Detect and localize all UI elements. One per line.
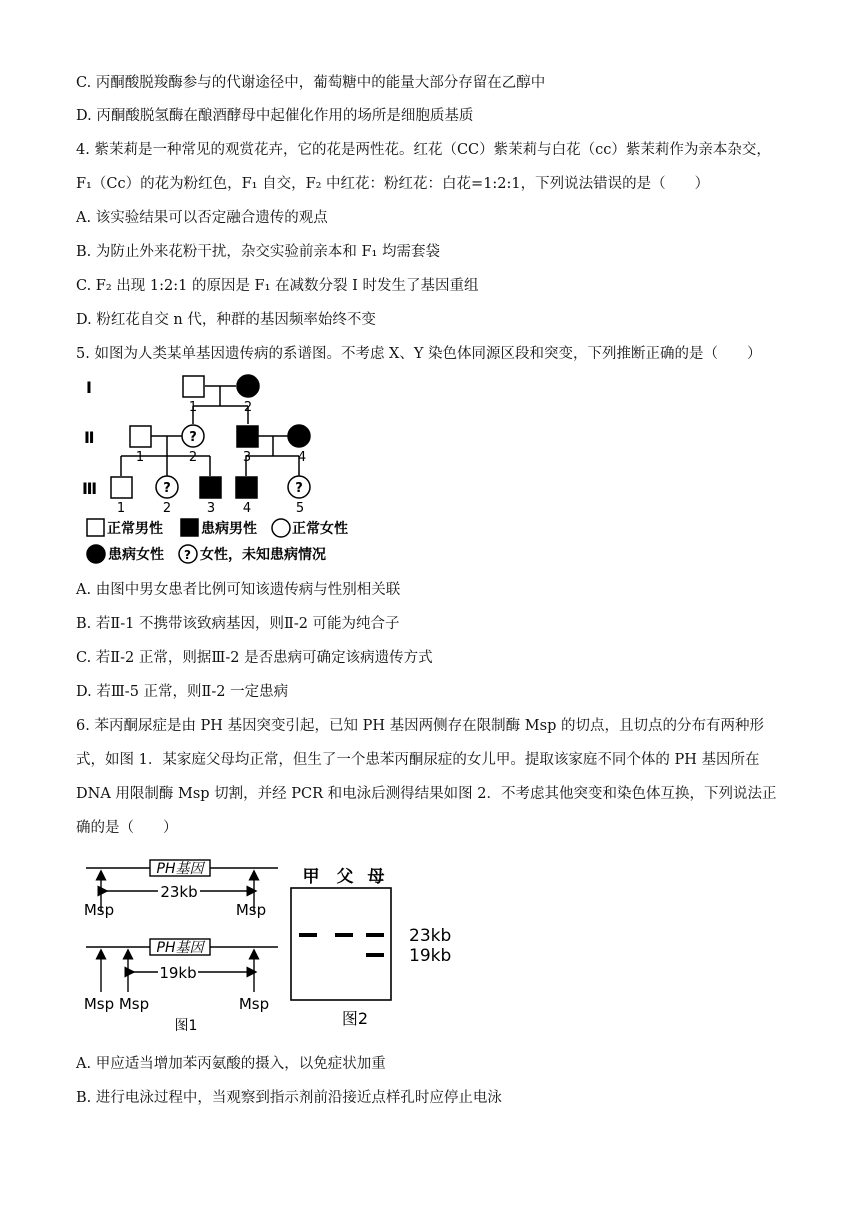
legend-affected-male-label: 患病男性 [201,521,257,537]
legend-affected-female-label: 患病女性 [108,547,164,563]
band-label-23kb: 23kb [409,926,452,946]
q5-option-d: D. 若Ⅲ-5 正常，则Ⅱ-2 一定患病 [76,684,289,700]
q4-stem-line1: 4. 紫茉莉是一种常见的观赏花卉，它的花是两性花。红花（CC）紫茉莉与白花（cc）紫茉莉作为亲本杂交， [76,142,771,158]
figure-2-electrophoresis-gel [285,858,470,1040]
individual-number: 4 [297,450,307,465]
individual-number: 1 [116,501,126,516]
pedigree-III-4-affected-male [236,477,257,498]
pedigree-III-3-affected-male [200,477,221,498]
legend-normal-male-label: 正常男性 [107,521,163,537]
generation-label-II: Ⅱ [84,428,95,447]
legend-affected-male-symbol [181,519,198,536]
legend-affected-female-symbol [87,545,105,563]
legend-unknown-question-mark: ? [184,548,191,562]
q6-stem-line2: 式，如图 1．某家庭父母均正常，但生了一个患苯丙酮尿症的女儿甲。提取该家庭不同个体的 PH 基因所在 [76,752,760,768]
individual-number: 4 [242,501,252,516]
q5-option-b: B. 若Ⅱ-1 不携带该致病基因，则Ⅱ-2 可能为纯合子 [76,616,400,632]
q5-stem: 5. 如图为人类某单基因遗传病的系谱图。不考虑 X、Y 染色体同源区段和突变，下列推断正确的是（ ） [76,346,762,362]
q4-option-b: B. 为防止外来花粉干扰，杂交实验前亲本和 F₁ 均需套袋 [76,244,440,260]
individual-number: 2 [188,450,198,465]
pedigree-I-2-affected-female [237,375,259,397]
individual-number: 3 [242,450,252,465]
band-label-19kb: 19kb [409,946,452,966]
lane-label-mother: 母 [367,867,385,887]
individual-number: 2 [162,501,172,516]
q4-option-d: D. 粉红花自交 n 代，种群的基因频率始终不变 [76,312,376,328]
question-mark-II-2: ? [189,430,197,445]
band-mother-19kb [366,953,384,957]
generation-label-III: Ⅲ [82,479,98,498]
pedigree-II-1-normal-male [130,426,151,447]
msp-site-label: Msp [118,995,150,1013]
individual-number: 1 [188,400,198,415]
pedigree-II-4-affected-female [288,425,310,447]
individual-number: 2 [243,400,253,415]
ph-gene-label-upper: PH基因 [156,861,204,877]
pedigree-chart [76,368,376,574]
individual-number: 3 [206,501,216,516]
pedigree-I-1-normal-male [183,376,204,397]
msp-site-label: Msp [83,995,115,1013]
q3-option-d: D. 丙酮酸脱氢酶在酿酒酵母中起催化作用的场所是细胞质基质 [76,108,474,124]
individual-number: 1 [135,450,145,465]
legend-normal-female-label: 正常女性 [292,521,348,537]
legend-normal-male-symbol [87,519,104,536]
q6-option-b: B. 进行电泳过程中，当观察到指示剂前沿接近点样孔时应停止电泳 [76,1090,502,1106]
individual-number: 5 [295,501,305,516]
fragment-length-19kb: 19kb [159,964,197,982]
q5-option-a: A. 由图中男女患者比例可知该遗传病与性别相关联 [76,582,401,598]
legend-unknown-female-label: 女性，未知患病情况 [200,547,326,563]
q5-option-c: C. 若Ⅱ-2 正常，则据Ⅲ-2 是否患病可确定该病遗传方式 [76,650,433,666]
q4-option-a: A. 该实验结果可以否定融合遗传的观点 [76,210,328,226]
question-mark-III-5: ? [295,481,303,496]
band-mother-23kb [366,933,384,937]
q6-stem-line1: 6. 苯丙酮尿症是由 PH 基因突变引起，已知 PH 基因两侧存在限制酶 Msp 的切点，且切点的分布有两种形 [76,718,764,734]
band-father-23kb [335,933,353,937]
ph-gene-label-lower: PH基因 [156,940,204,956]
q3-option-c: C. 丙酮酸脱羧酶参与的代谢途径中，葡萄糖中的能量大部分存留在乙醇中 [76,75,546,91]
lane-label-father: 父 [336,867,354,887]
q4-stem-line2: F₁（Cc）的花为粉红色，F₁ 自交，F₂ 中红花：粉红花：白花=1:2:1，下列说法错误的是（ ） [76,176,710,192]
q4-option-c: C. F₂ 出现 1:2:1 的原因是 F₁ 在减数分裂 Ⅰ 时发生了基因重组 [76,278,479,294]
figure-1-restriction-map [76,852,286,1038]
question-mark-III-2: ? [163,481,171,496]
q6-stem-line4: 确的是（ ） [76,820,178,836]
lane-label-jia: 甲 [302,867,320,887]
msp-site-label: Msp [235,901,267,919]
legend-normal-female-symbol [272,519,290,537]
band-jia-23kb [299,933,317,937]
q6-stem-line3: DNA 用限制酶 Msp 切割，并经 PCR 和电泳后测得结果如图 2．不考虑其他突变和染色体互换，下列说法正 [76,786,777,802]
figure-1-caption: 图1 [174,1018,198,1034]
pedigree-II-3-affected-male [237,426,258,447]
q6-option-a: A. 甲应适当增加苯丙氨酸的摄入，以免症状加重 [76,1056,386,1072]
pedigree-III-1-normal-male [111,477,132,498]
fragment-length-23kb: 23kb [160,883,198,901]
generation-label-I: Ⅰ [86,378,92,397]
msp-site-label: Msp [238,995,270,1013]
figure-2-caption: 图2 [341,1009,369,1028]
gel-box [291,888,391,1000]
msp-site-label: Msp [83,901,115,919]
